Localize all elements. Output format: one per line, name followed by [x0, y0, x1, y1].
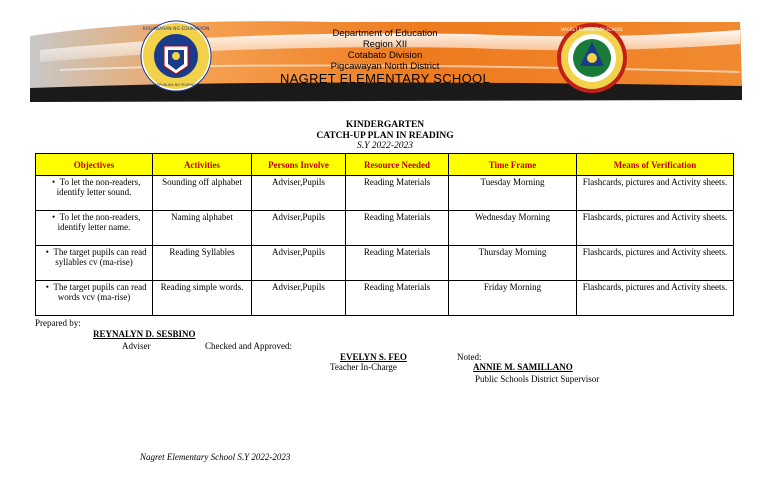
checker-name: EVELYN S. FEO	[340, 352, 407, 362]
activity-cell: Reading Syllables	[153, 246, 252, 281]
col-persons-involve: Persons Involve	[252, 154, 346, 176]
deped-seal-icon	[140, 20, 212, 92]
preparer-name: REYNALYN D. SESBINO	[93, 329, 196, 339]
noter-role: Public Schools District Supervisor	[475, 374, 600, 384]
persons-cell: Adviser,Pupils	[252, 246, 346, 281]
col-time-frame: Time Frame	[449, 154, 577, 176]
activity-cell: Sounding off alphabet	[153, 176, 252, 211]
division-line: Cotabato Division	[347, 50, 423, 61]
bullet-icon: •	[52, 212, 56, 222]
region-line: Region XII	[362, 39, 408, 50]
bullet-icon: •	[45, 247, 49, 257]
noter-name: ANNIE M. SAMILLANO	[473, 362, 573, 372]
objective-cell: • To let the non-readers, identify letter sound.	[36, 176, 153, 211]
page-footer: Nagret Elementary School S.Y 2022-2023	[140, 452, 291, 462]
catch-up-plan-table	[35, 153, 734, 316]
verification-cell: Flashcards, pictures and Activity sheets.	[577, 246, 734, 281]
table-row	[36, 281, 734, 316]
preparer-role: Adviser	[122, 341, 151, 351]
checked-approved-label: Checked and Approved:	[205, 341, 292, 351]
table-header-row	[36, 154, 734, 176]
noted-label: Noted:	[457, 352, 482, 362]
verification-cell: Flashcards, pictures and Activity sheets.	[577, 281, 734, 316]
department-line: Department of Education	[332, 28, 438, 39]
table-row	[36, 176, 734, 211]
time-cell: Wednesday Morning	[449, 211, 577, 246]
col-objectives: Objectives	[36, 154, 153, 176]
resource-cell: Reading Materials	[346, 176, 449, 211]
title-school-year: S.Y 2022-2023	[357, 141, 413, 151]
title-grade: KINDERGARTEN	[345, 120, 425, 130]
left-seal-bottom-text: REPUBLIKA NG PILIPINAS	[154, 83, 198, 87]
title-plan: CATCH-UP PLAN IN READING	[316, 130, 454, 141]
time-cell: Tuesday Morning	[449, 176, 577, 211]
school-address: New Igbaras, Pigcawayan, Cotabato	[308, 86, 462, 97]
table-row	[36, 246, 734, 281]
objective-cell: • To let the non-readers, identify letter name.	[36, 211, 153, 246]
persons-cell: Adviser,Pupils	[252, 176, 346, 211]
verification-cell: Flashcards, pictures and Activity sheets.	[577, 211, 734, 246]
resource-cell: Reading Materials	[346, 281, 449, 316]
objective-cell: • The target pupils can read syllables cv (ma-rise)	[36, 246, 153, 281]
activity-cell: Naming alphabet	[153, 211, 252, 246]
persons-cell: Adviser,Pupils	[252, 281, 346, 316]
prepared-by-label: Prepared by:	[35, 318, 81, 328]
col-resource-needed: Resource Needed	[346, 154, 449, 176]
bullet-icon: •	[52, 177, 56, 187]
bullet-icon: •	[45, 282, 49, 292]
school-seal-icon	[556, 22, 628, 94]
col-activities: Activities	[153, 154, 252, 176]
persons-cell: Adviser,Pupils	[252, 211, 346, 246]
school-name: NAGRET ELEMENTARY SCHOOL	[280, 71, 490, 86]
verification-cell: Flashcards, pictures and Activity sheets.	[577, 176, 734, 211]
district-line: Pigcawayan North District	[330, 61, 440, 72]
checker-role: Teacher In-Charge	[330, 362, 397, 372]
time-cell: Friday Morning	[449, 281, 577, 316]
col-means-of-verification: Means of Verification	[577, 154, 734, 176]
time-cell: Thursday Morning	[449, 246, 577, 281]
resource-cell: Reading Materials	[346, 246, 449, 281]
left-seal-text: KAGAWARAN NG EDUKASYON	[142, 27, 210, 32]
right-seal-text: NAGRET ELEMENTARY SCHOOL	[560, 27, 624, 32]
activity-cell: Reading simple words.	[153, 281, 252, 316]
objective-cell: • The target pupils can read words vcv (ma-rise)	[36, 281, 153, 316]
document-title	[250, 120, 520, 152]
resource-cell: Reading Materials	[346, 211, 449, 246]
table-row	[36, 211, 734, 246]
school-header	[270, 28, 500, 97]
